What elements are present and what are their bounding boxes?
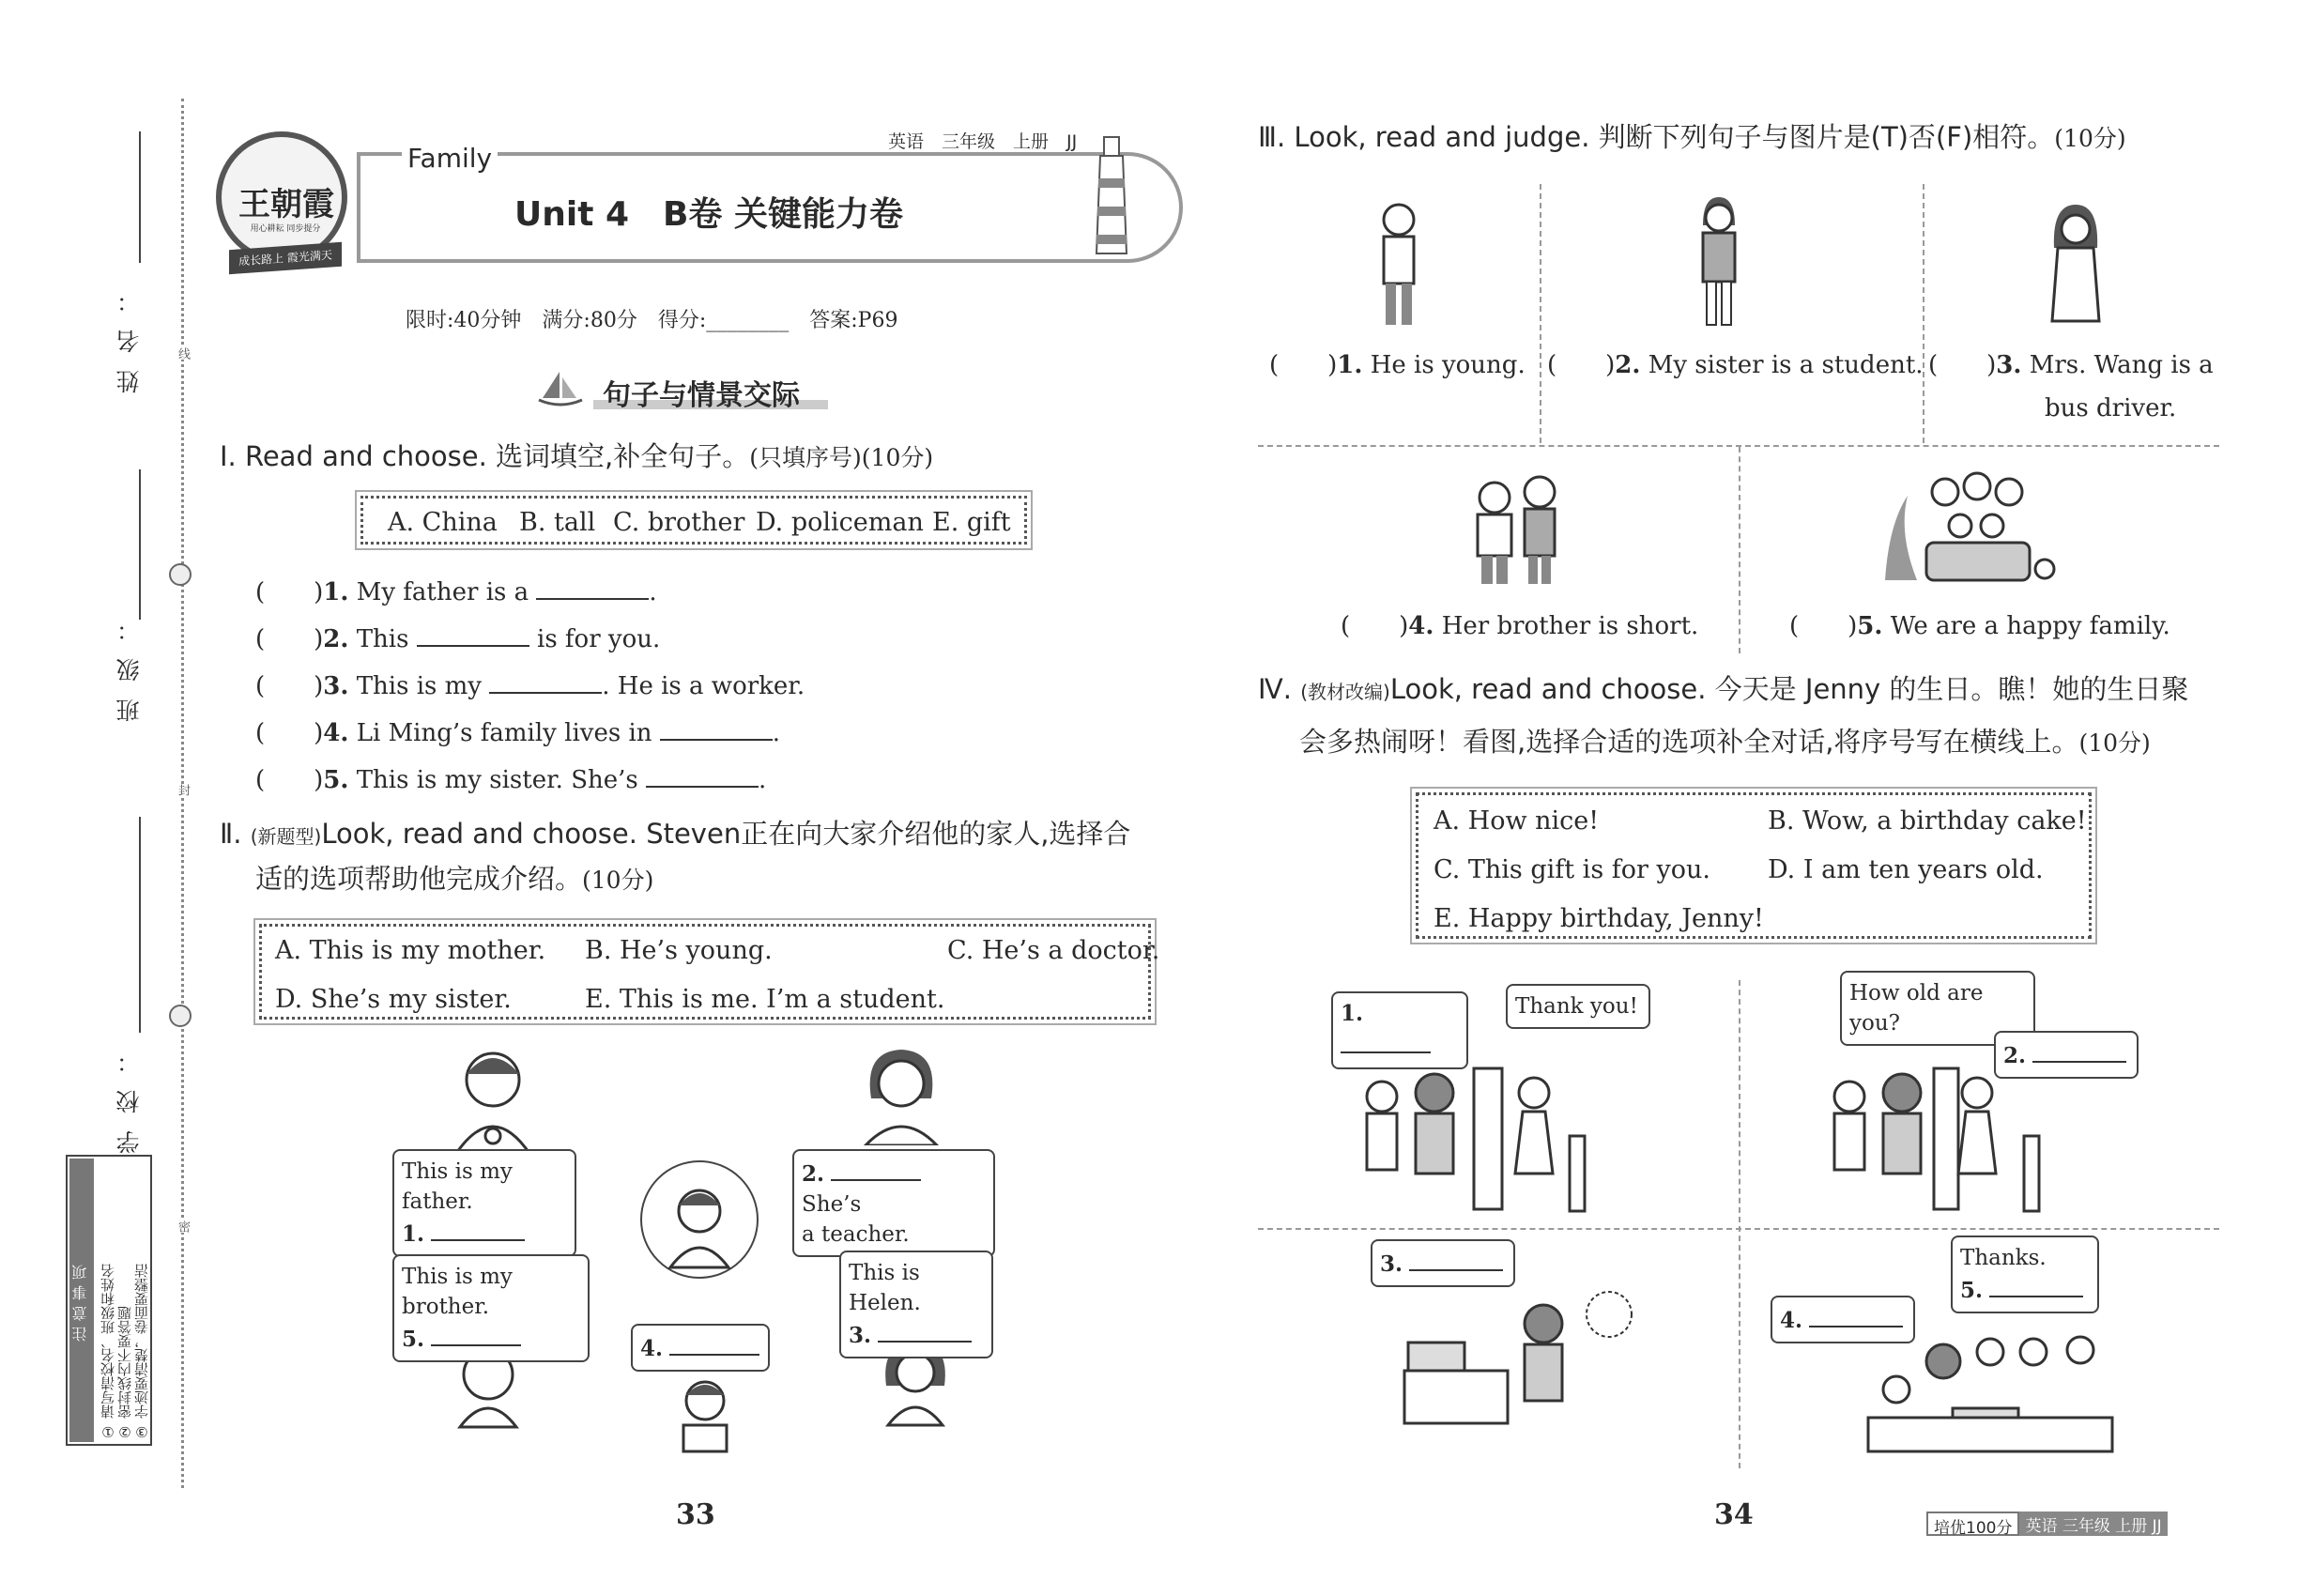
q1-option: C. brother (613, 508, 745, 537)
q3-item (1928, 345, 2214, 380)
q4-title-text2: 会多热闹呀！看图,选择合适的选项补全对话,将序号写在横线上。 (1299, 726, 2079, 758)
q2-title-line2 (255, 856, 653, 903)
seal-mark-2: 封 (176, 784, 190, 796)
q4-option: A. How nice! (1434, 806, 1600, 836)
old-man-figure (1371, 197, 1427, 329)
dialog-bubble-4 (1771, 1296, 1915, 1343)
answer-paren[interactable]: ( ) (255, 719, 324, 747)
q1-title-text: Ⅰ. Read and choose. 选词填空,补全句子。 (220, 440, 750, 472)
bubble-text: a teacher. (802, 1222, 910, 1247)
bubble-text: This is my father. (402, 1159, 513, 1214)
steven-figure (642, 1162, 757, 1277)
item-text: He is young. (1370, 351, 1526, 379)
answer-paren[interactable]: ( ) (255, 578, 324, 606)
logo-motto: 用心耕耘 同步提分 (250, 224, 321, 234)
item-num: 2. (323, 625, 349, 653)
blank-num: 2. (802, 1161, 825, 1187)
exam-meta: 限时:40分钟 满分:80分 得分:________ 答案:P69 (406, 309, 898, 332)
class-label: 班级： (115, 601, 143, 722)
binding-hole-icon (169, 1005, 192, 1027)
q3-item (1341, 606, 1698, 641)
unit-title: Unit 4 B卷 关键能力卷 (514, 195, 903, 234)
bubble-text: She’s (802, 1192, 862, 1217)
item-text: My father is a (356, 578, 529, 606)
q3-points: (10分) (2054, 125, 2126, 152)
seal-mark-1: 线 (176, 347, 190, 360)
notice-item: ② 密封线内不要答题 (116, 1306, 133, 1440)
woman-doctor-figure (2043, 201, 2108, 323)
name-label: 姓名： (115, 272, 143, 393)
footer-brand: 培优100分 (1926, 1512, 2019, 1536)
birthday-cake-scene (1403, 1286, 1647, 1427)
item-text: My sister is a student. (1648, 351, 1924, 379)
item-num: 4. (323, 719, 349, 747)
answer-blank[interactable] (2032, 1038, 2126, 1063)
blank-num: 4. (640, 1336, 664, 1361)
q3-item (1547, 345, 1924, 380)
blank-num: 5. (402, 1327, 425, 1352)
school-field[interactable] (139, 817, 141, 1033)
logo-ribbon: 成长路上 霞光满天 (229, 242, 342, 274)
blank-num: 1. (1341, 1001, 1364, 1026)
q4-points: (10分) (2078, 729, 2151, 757)
item-text: . (759, 766, 767, 794)
mother-figure (854, 1042, 948, 1145)
answer-paren[interactable]: ( ) (1789, 612, 1858, 640)
page-number-right: 34 (1714, 1498, 1754, 1531)
grid-divider (1540, 184, 1541, 443)
answer-blank[interactable] (1341, 1029, 1431, 1053)
how-old-bubble: How old are you? (1840, 971, 2035, 1046)
q4-option: E. Happy birthday, Jenny! (1434, 904, 1764, 933)
q2-title: Ⅱ. (新题型)Look, read and choose. Steven正在向大家介绍他的家人,选择合 (220, 818, 1131, 850)
section-title: 句子与情景交际 (603, 379, 800, 412)
helen-bubble (839, 1251, 993, 1358)
father-bubble (392, 1149, 576, 1257)
dialog-bubble-3 (1371, 1239, 1515, 1287)
item-num: 5. (1857, 612, 1883, 640)
q4-option: C. This gift is for you. (1434, 855, 1710, 884)
notice-items (100, 1162, 150, 1440)
dialog-bubble-1 (1331, 991, 1468, 1069)
notice-title: 注意事项 (69, 1159, 94, 1442)
answer-paren[interactable]: ( ) (1269, 351, 1338, 379)
lighthouse-icon (1089, 131, 1134, 258)
q2-option: D. She’s my sister. (275, 985, 512, 1014)
notice-box (66, 1155, 152, 1446)
q1-option: D. policeman (756, 508, 924, 537)
item-text: . (649, 578, 657, 606)
item-num: 2. (1615, 351, 1641, 379)
item-text: This is my sister. She’s (356, 766, 638, 794)
blank-num: 4. (1780, 1308, 1803, 1333)
answer-paren[interactable]: ( ) (1341, 612, 1409, 640)
class-field[interactable] (139, 469, 141, 620)
item-text: Li Ming’s family lives in (356, 719, 652, 747)
answer-blank[interactable] (1989, 1273, 2083, 1297)
answer-paren[interactable]: ( ) (1547, 351, 1616, 379)
answer-blank[interactable] (878, 1318, 972, 1343)
dialog-bubble-2 (1994, 1031, 2139, 1079)
q4-tag-inline: (教材改编) (1300, 681, 1390, 703)
q2-option-bank (259, 924, 1160, 1020)
answer-blank[interactable] (1809, 1303, 1903, 1327)
answer-blank[interactable] (669, 1331, 759, 1356)
q2-points: (10分) (582, 867, 654, 894)
thank-you-bubble: Thank you! (1506, 984, 1650, 1029)
reading-boy-figure (663, 1371, 747, 1461)
brother-bubble (392, 1254, 590, 1362)
item-text: Mrs. Wang is a (2029, 351, 2214, 379)
blank-num: 3. (1380, 1251, 1403, 1277)
grade-info: 英语 三年级 上册 JJ (888, 131, 1078, 152)
answer-blank[interactable] (417, 622, 529, 647)
q4-option-bank (1416, 792, 2092, 939)
seal-mark-3: 密 (176, 1220, 190, 1233)
answer-blank[interactable] (489, 669, 602, 694)
item-num: 5. (323, 766, 349, 794)
section-header (537, 366, 856, 411)
q4-option: B. Wow, a birthday cake! (1768, 806, 2087, 836)
notice-item: ① 请写清校名、班级和姓名 (100, 1264, 116, 1440)
item-text: . (772, 719, 781, 747)
q4-title-line2 (1299, 719, 2151, 766)
q1-item (255, 620, 660, 654)
q1-item (255, 573, 657, 607)
q1-option: B. tall (519, 508, 596, 537)
q3-title-text: Ⅲ. Look, read and judge. 判断下列句子与图片是(T)否(F)相符。 (1258, 121, 2055, 153)
q1-item (255, 667, 805, 701)
sailboat-icon (537, 370, 584, 407)
answer-blank[interactable] (660, 716, 773, 741)
mother-bubble (792, 1149, 995, 1257)
bubble-text: This is my brother. (402, 1265, 513, 1319)
item-text: Her brother is short. (1441, 612, 1699, 640)
girl-student-figure (1686, 193, 1752, 329)
item-num: 3. (1996, 351, 2022, 379)
q2-title-text: Ⅱ. (220, 818, 251, 850)
q3-item-cont: bus driver. (2045, 394, 2177, 422)
q2-option: A. This is my mother. (275, 936, 546, 965)
cake-group-scene (1859, 1324, 2122, 1455)
grid-divider (1258, 1228, 2219, 1230)
item-text: is for you. (537, 625, 661, 653)
bubble-text: Thanks. (1960, 1246, 2047, 1270)
q1-title (220, 434, 933, 481)
thanks-bubble (1951, 1235, 2099, 1313)
family-group-figure (1879, 468, 2067, 584)
q4-title-text: Ⅳ. (1258, 673, 1301, 705)
q1-item (255, 760, 766, 795)
brother-sister-figure (1466, 473, 1570, 586)
blank-num: 1. (402, 1221, 425, 1247)
q2-option: B. He’s young. (585, 936, 773, 965)
bubble-text: This is Helen. (849, 1261, 921, 1315)
grid-divider (1923, 184, 1924, 443)
unit-theme: Family (402, 143, 498, 174)
grid-divider (1739, 447, 1740, 653)
blank-num: 2. (2003, 1043, 2027, 1068)
answer-paren[interactable]: ( ) (255, 625, 324, 653)
q4-title: Ⅳ. (教材改编)Look, read and choose. 今天是 Jenny 的生日。瞧！她的生日聚 (1258, 673, 2189, 705)
school-label: 学校： (115, 1033, 143, 1154)
item-text: We are a happy family. (1890, 612, 2170, 640)
blank-num: 3. (849, 1323, 872, 1348)
notice-item: ③ 字迹要清楚，卷面要整洁 (133, 1264, 150, 1440)
answer-paren[interactable]: ( ) (255, 672, 324, 700)
answer-paren[interactable]: ( ) (255, 766, 324, 794)
answer-blank[interactable] (646, 763, 759, 788)
q1-option: A. China (388, 508, 498, 537)
father-doctor-figure (441, 1042, 544, 1155)
steven-center-circle (640, 1160, 759, 1279)
q1-word-bank (360, 496, 1027, 545)
item-num: 1. (323, 578, 349, 606)
q1-option: E. gift (932, 508, 1011, 537)
binding-hole-icon (169, 563, 192, 586)
footer-badge (1926, 1512, 2168, 1536)
q3-item (1269, 345, 1526, 380)
item-num: 4. (1408, 612, 1434, 640)
q3-item (1789, 606, 2170, 641)
answer-blank[interactable] (536, 575, 649, 600)
answer-paren[interactable]: ( ) (1928, 351, 1997, 379)
page-number-left: 33 (676, 1498, 715, 1531)
q1-item (255, 714, 780, 748)
item-num: 1. (1337, 351, 1363, 379)
logo-text: 王朝霞 (238, 186, 334, 223)
footer-grade: 英语 三年级 上册 JJ (2019, 1512, 2167, 1536)
item-text: This (356, 625, 409, 653)
answer-blank[interactable] (1409, 1247, 1503, 1271)
item-num: 3. (323, 672, 349, 700)
grid-divider (1739, 980, 1740, 1468)
q1-points: (只填序号)(10分) (749, 444, 934, 471)
answer-blank[interactable] (831, 1157, 921, 1181)
answer-blank[interactable] (431, 1217, 525, 1241)
item-text: . He is a worker. (602, 672, 805, 700)
party-scene-1 (1350, 1051, 1594, 1220)
q2-tag-inline: (新题型) (250, 825, 322, 848)
q2-option: E. This is me. I’m a student. (585, 985, 945, 1014)
name-field[interactable] (139, 131, 141, 263)
q2-title-text2: 适的选项帮助他完成介绍。 (255, 863, 583, 895)
me-bubble (631, 1324, 770, 1372)
q3-title (1258, 115, 2126, 161)
q4-option: D. I am ten years old. (1768, 855, 2044, 884)
q2-option: C. He’s a doctor. (947, 936, 1160, 965)
blank-num: 5. (1960, 1278, 1984, 1303)
answer-blank[interactable] (431, 1322, 521, 1346)
item-text: This is my (356, 672, 482, 700)
